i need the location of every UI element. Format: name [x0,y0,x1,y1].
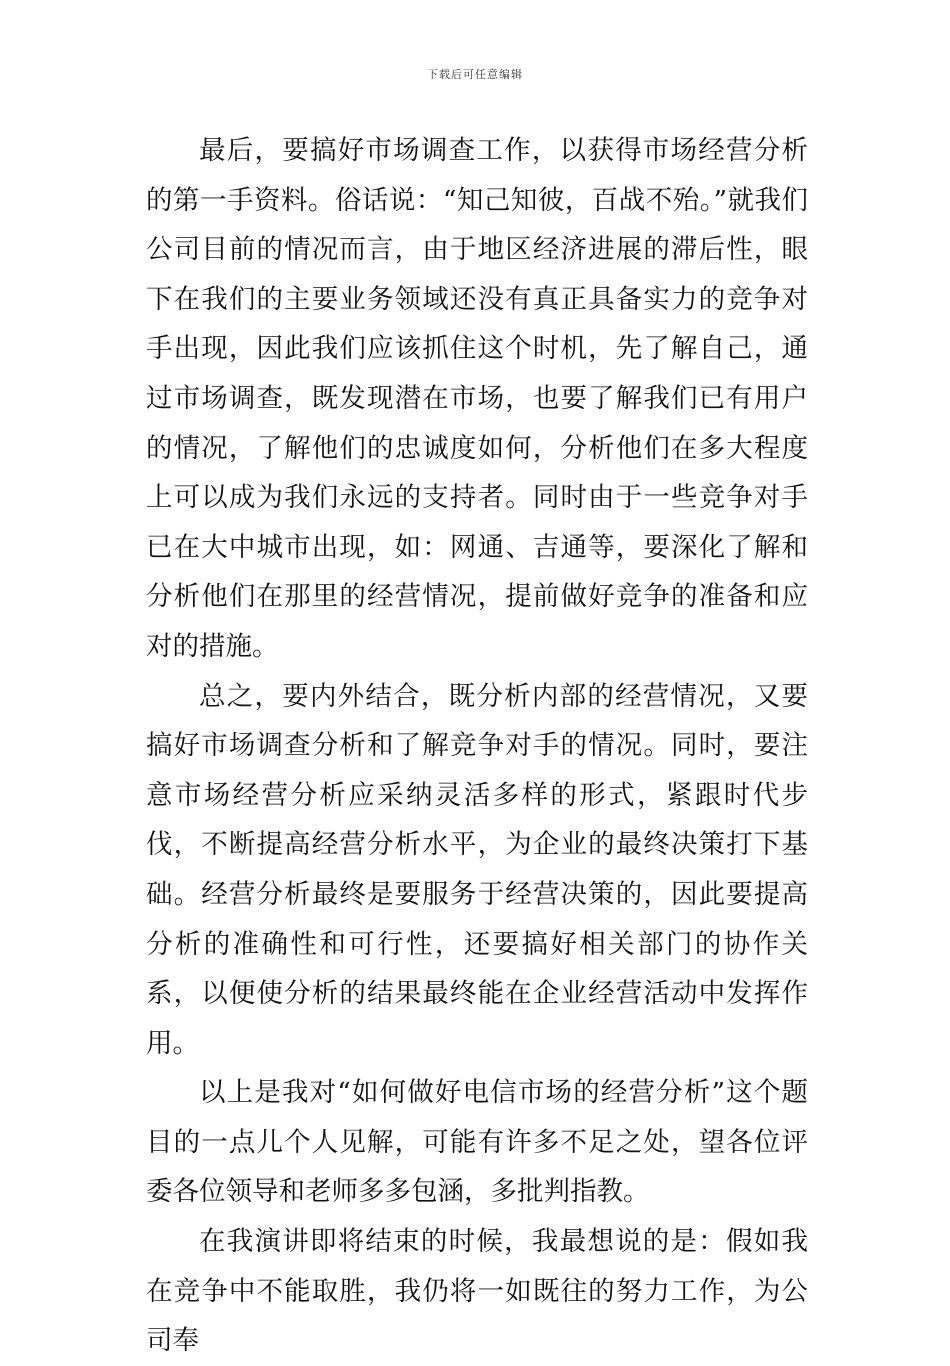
document-body [146,126,808,1366]
page-header-note: 下载后可任意编辑 [427,68,523,81]
paragraph-summary: 总之，要内外结合，既分析内部的经营情况，又要搞好市场调查分析和了解竞争对手的情况。同时，要注意市场经营分析应采纳灵活多样的形式，紧跟时代步伐，不断提高经营分析水平，为企业的最终决策打下基础。经营分析最终是要服务于经营决策的，因此要提高分析的准确性和可行性，还要搞好相关部门的协作关系，以便使分析的结果最终能在企业经营活动中发挥作用。 [146,680,808,1059]
paragraph-closing: 在我演讲即将结束的时候，我最想说的是：假如我在竞争中不能取胜，我仍将一如既往的努力工作，为公司奉 [146,1226,808,1357]
paragraph-market-survey: 最后，要搞好市场调查工作，以获得市场经营分析的第一手资料。俗话说：“知己知彼，百战不殆。”就我们公司目前的情况而言，由于地区经济进展的滞后性，眼下在我们的主要业务领域还没有真正具备实力的竞争对手出现，因此我们应该抓住这个时机，先了解自己，通过市场调查，既发现潜在市场，也要了解我们已有用户的情况，了解他们的忠诚度如何，分析他们在多大程度上可以成为我们永远的支持者。同时由于一些竞争对手已在大中城市出现，如：网通、吉通等，要深化了解和分析他们在那里的经营情况，提前做好竞争的准备和应对的措施。 [146,135,808,662]
paragraph-conclusion: 以上是我对“如何做好电信市场的经营分析”这个题目的一点儿个人见解，可能有许多不足之处，望各位评委各位领导和老师多多包涵，多批判指教。 [146,1077,808,1208]
